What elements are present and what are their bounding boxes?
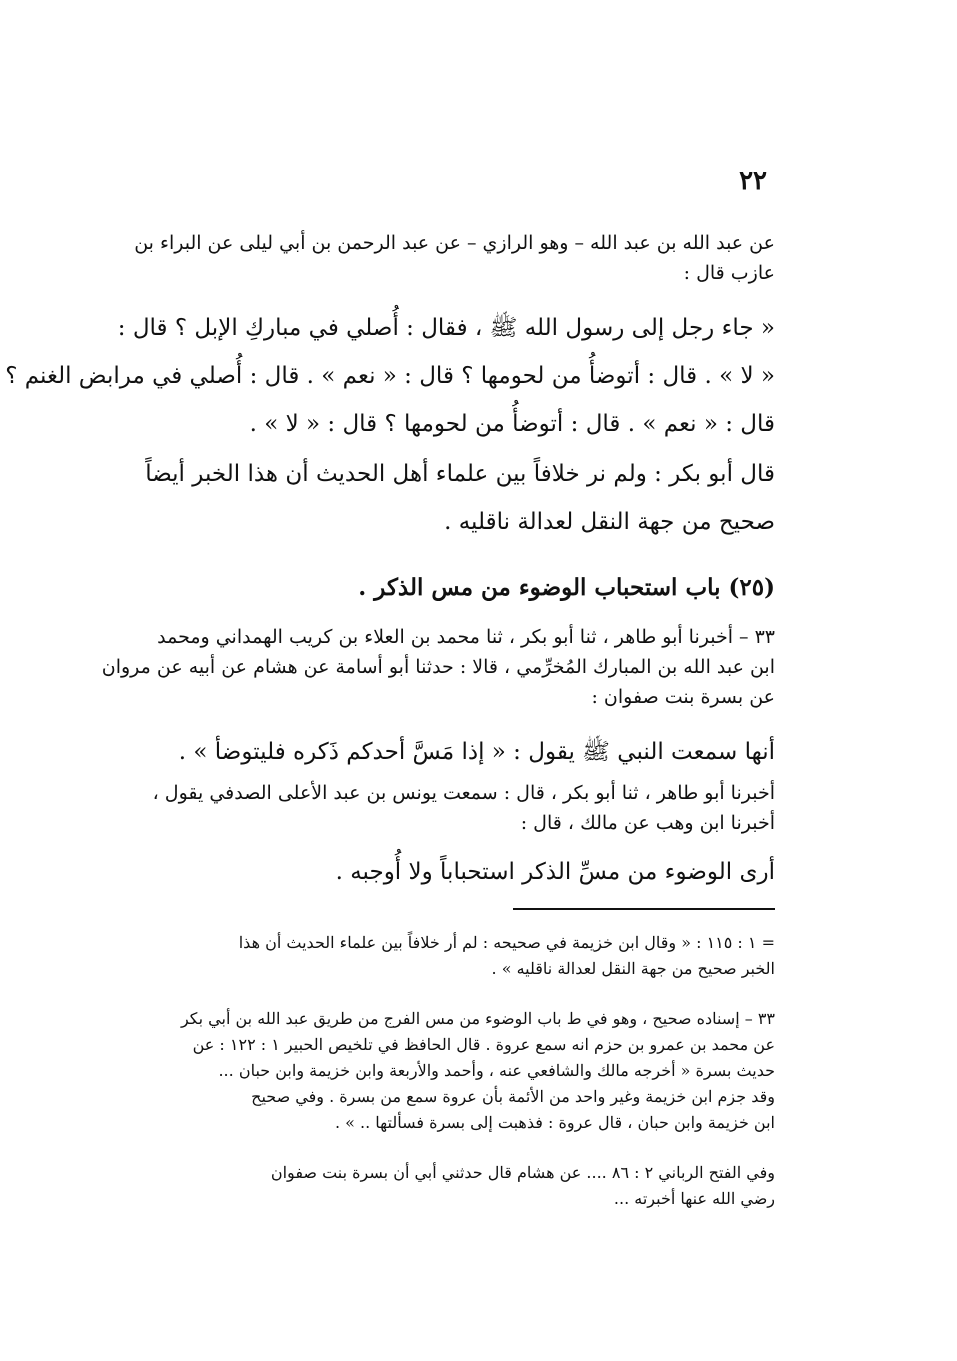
- page-number: ٢٢: [739, 166, 767, 196]
- isnad-paragraph: [112, 228, 775, 288]
- text-line: وقد جزم ابن خزيمة وغير واحد من الأئمة بأن عروة سمع من بسرة . وفي صحيح: [251, 1087, 775, 1106]
- text-line: الخبر صحيح من جهة النقل لعدالة ناقليه » .: [491, 959, 775, 978]
- text-line: وفي الفتح الرباني ٢ : ٨٦ .... عن هشام قال حدثني أبي أن بسرة بنت صفوان: [270, 1163, 775, 1182]
- text-line: أخبرنا أبو طاهر ، ثنا أبو بكر ، قال : سمعت يونس بن عبد الأعلى الصدفي يقول ،: [152, 782, 775, 804]
- text-line: أنها سمعت النبي ﷺ يقول : « إذا مَسَّ أحدكم ذَكره فليتوضأ » .: [178, 739, 775, 765]
- isnad-paragraph-33: [101, 622, 775, 712]
- text-line: أخبرنا ابن وهب عن مالك ، قال :: [520, 812, 775, 834]
- author-comment: [112, 450, 775, 546]
- text-line: قال : « نعم » . قال : أتوضأُ من لحومها ؟ قال : « لا » .: [249, 411, 775, 437]
- text-line: عازب قال :: [683, 262, 775, 284]
- chapter-heading: (٢٥) باب استحباب الوضوء من مس الذكر .: [358, 574, 775, 601]
- text-line: عن عبد الله بن عبد الله – وهو الرازي – عن عبد الرحمن بن أبي ليلى عن البراء بن: [134, 232, 775, 254]
- isnad-paragraph-malik: [112, 778, 775, 838]
- footnote-1: [112, 930, 775, 982]
- text-line: ابن خزيمة وابن حبان ، قال عروة : فذهبت إلى بسرة فسألتها .. » .: [334, 1113, 775, 1132]
- text-line: حديث بسرة « أخرجه مالك والشافعي عنه ، وأحمد والأربعة وابن خزيمة وابن حبان ...: [218, 1061, 775, 1080]
- text-line: ابن عبد الله بن المبارك المُخرِّمي ، قالا : حدثنا أبو أسامة عن هشام عن أبيه عن مروان: [101, 656, 775, 678]
- text-line: صحيح من جهة النقل لعدالة ناقليه .: [444, 509, 775, 535]
- text-line: عن محمد بن عمرو بن حزم انه سمع عروة . قال الحافظ في تلخيص الحبير ١ : ١٢٢ : عن: [192, 1035, 775, 1054]
- text-line: أرى الوضوء من مسِّ الذكر استحباباً ولا أُوجبه .: [335, 859, 775, 885]
- hadith-text: [5, 304, 775, 448]
- text-line: « لا » . قال : أتوضأُ من لحومها ؟ قال : « نعم » . قال : أُصلي في مرابض الغنم ؟: [5, 363, 775, 389]
- text-line: « جاء رجل إلى رسول الله ﷺ ، فقال : أُصلي في مباركِ الإبل ؟ قال :: [117, 315, 775, 341]
- footnote-33: [112, 1006, 775, 1136]
- malik-saying: [112, 848, 775, 896]
- text-line: عن بسرة بنت صفوان :: [591, 686, 775, 708]
- text-line: رضي الله عنها أخبرته ...: [613, 1189, 775, 1208]
- footnote-fath: [112, 1160, 775, 1212]
- text-line: قال أبو بكر : ولم نر خلافاً بين علماء أهل الحديث أن هذا الخبر أيضاً: [145, 461, 775, 487]
- text-line: ٣٣ – أخبرنا أبو طاهر ، ثنا أبو بكر ، ثنا محمد بن العلاء بن كريب الهمداني ومحمد: [157, 626, 775, 648]
- footnote-divider: [513, 908, 775, 910]
- text-line: ٣٣ – إسناده صحيح ، وهو في ط باب الوضوء من مس الفرج من طريق عبد الله بن أبي بكر: [180, 1009, 775, 1028]
- text-line: = ١ : ١١٥ : « وقال ابن خزيمة في صحيحه : لم أر خلافاً بين علماء الحديث أن هذا: [238, 933, 775, 952]
- hadith-text-33: [112, 728, 775, 776]
